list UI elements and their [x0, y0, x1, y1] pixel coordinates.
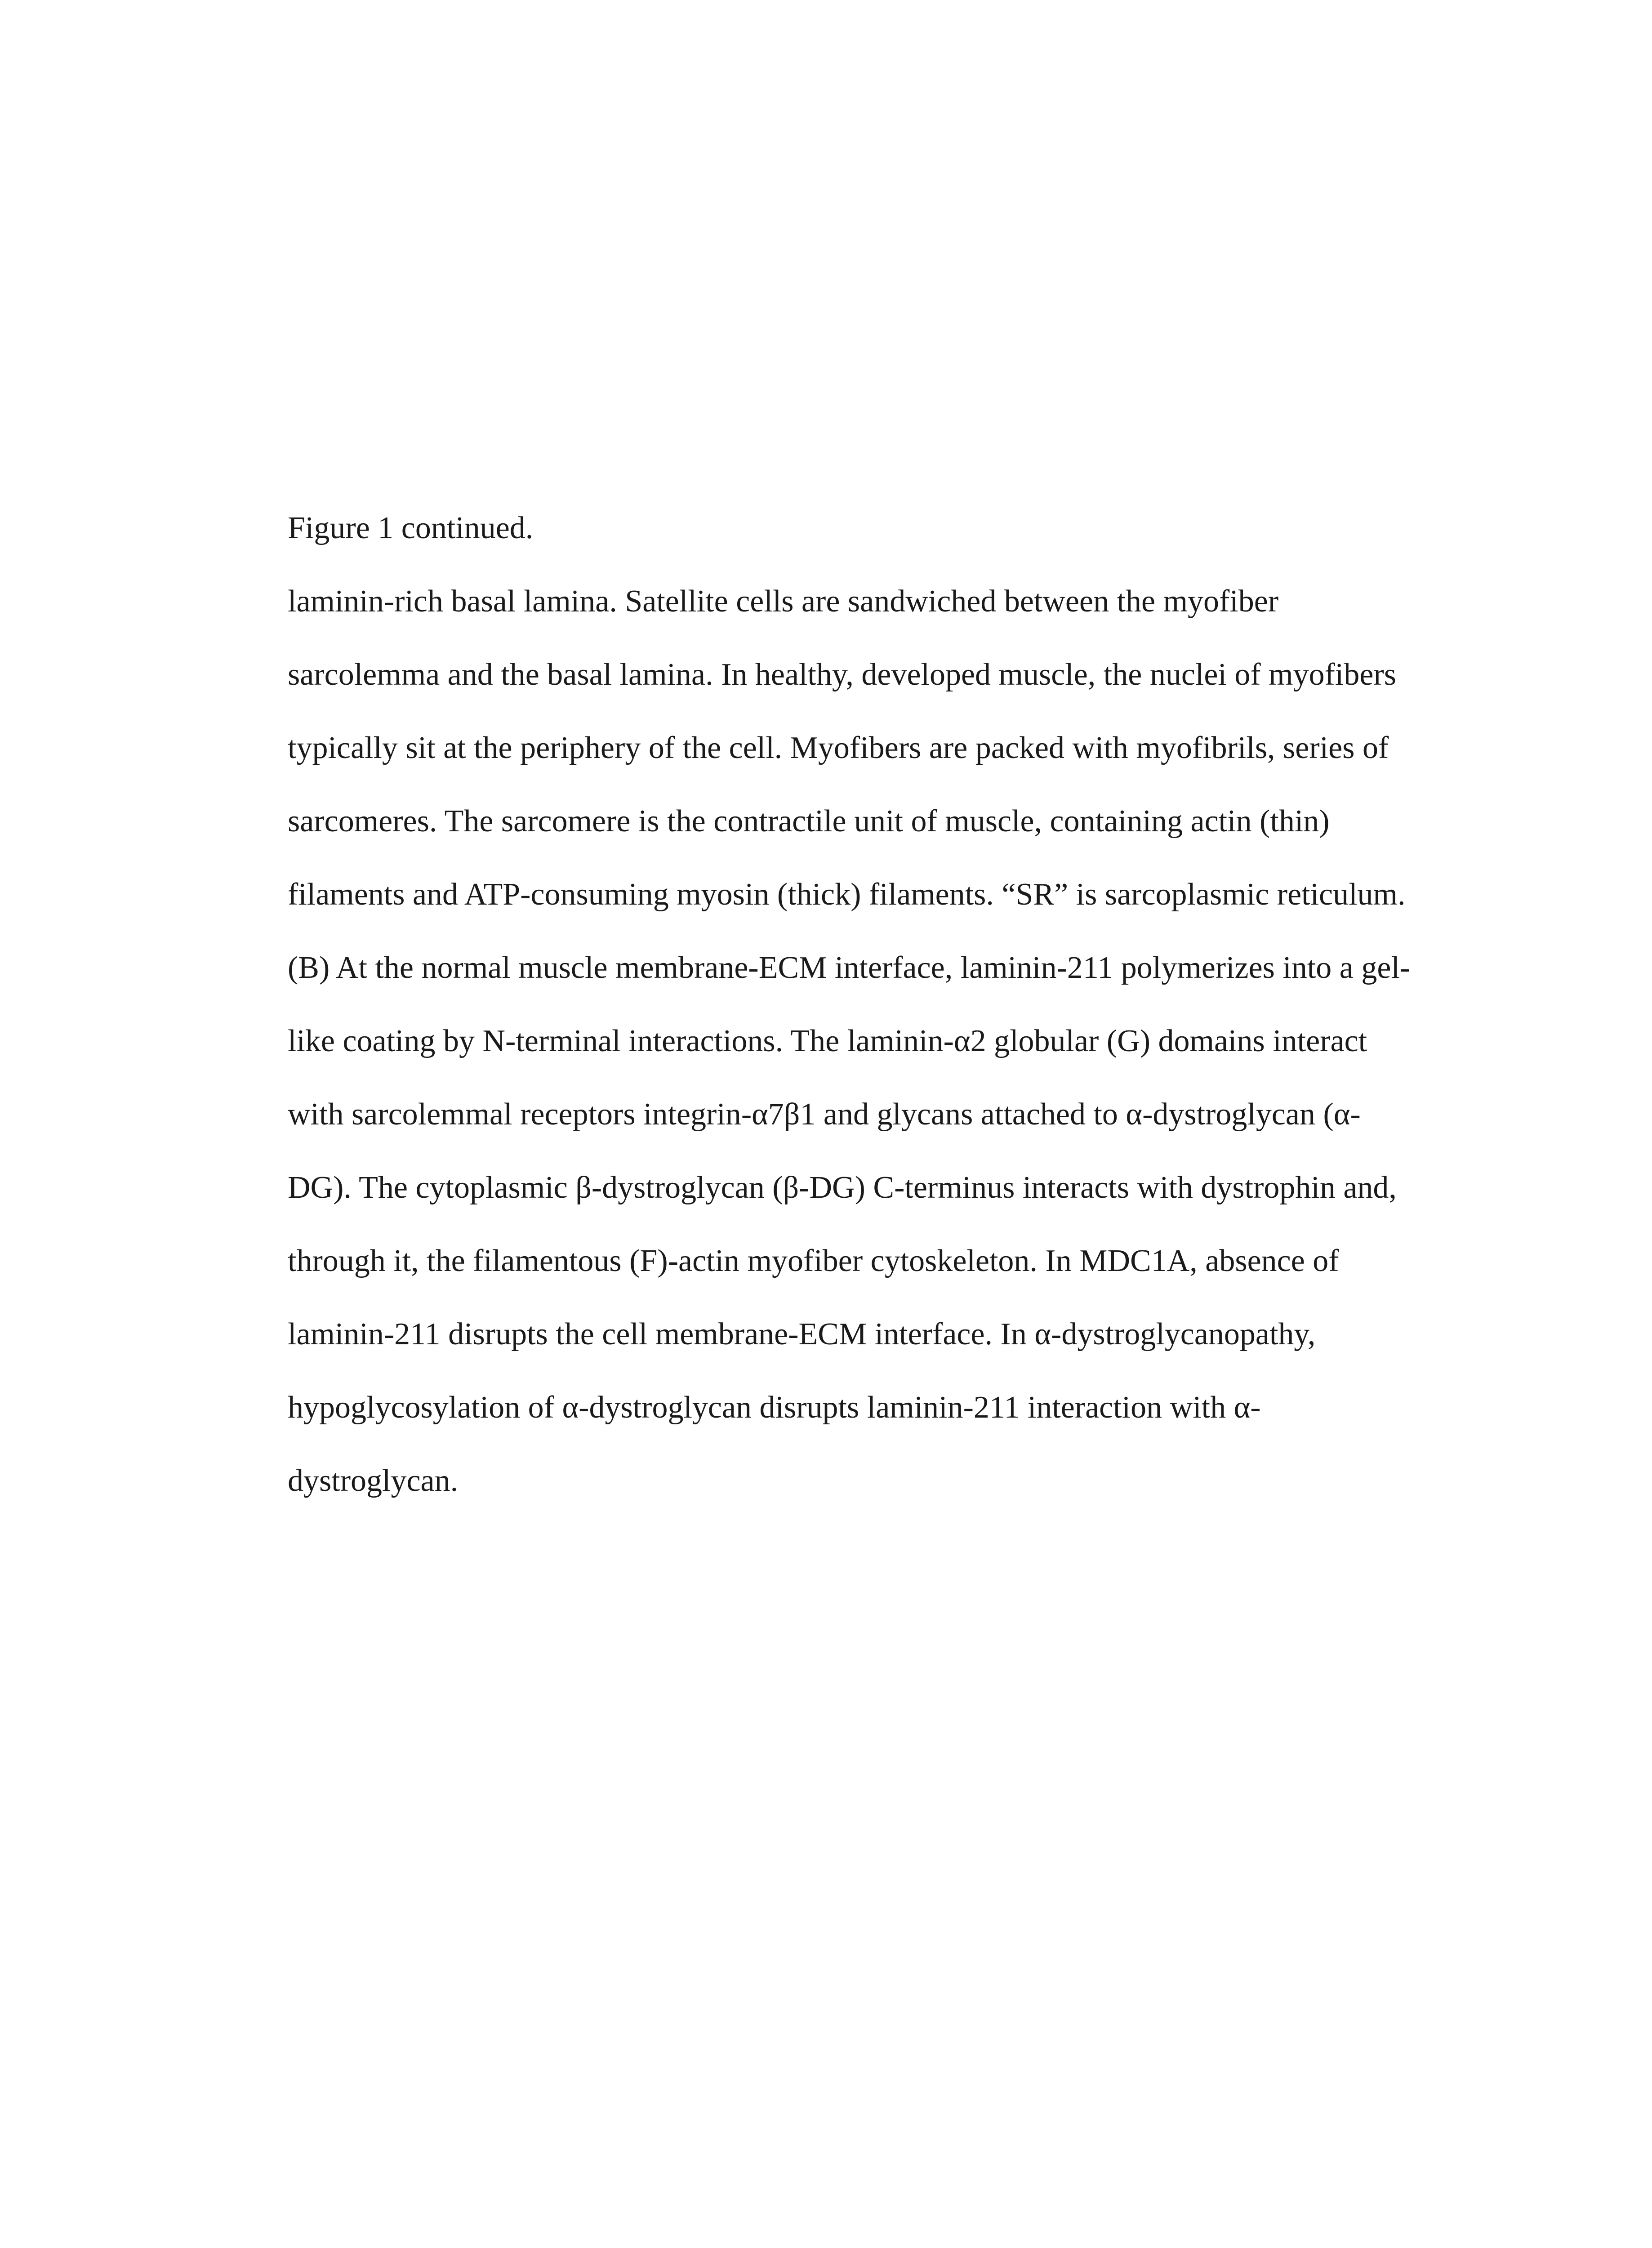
caption-line: laminin-rich basal lamina. Satellite cells are sandwiched between the myofiber: [288, 584, 1279, 619]
caption-line: dystroglycan.: [288, 1463, 459, 1498]
caption-line: filaments and ATP-consuming myosin (thick) filaments. “SR” is sarcoplasmic reticulum.: [288, 877, 1406, 912]
caption-line: sarcolemma and the basal lamina. In healthy, developed muscle, the nuclei of myofibers: [288, 657, 1396, 692]
caption-line: hypoglycosylation of α-dystroglycan disrupts laminin-211 interaction with α-: [288, 1390, 1261, 1425]
caption-line: sarcomeres. The sarcomere is the contractile unit of muscle, containing actin (thin): [288, 804, 1330, 839]
caption-line: typically sit at the periphery of the cell. Myofibers are packed with myofibrils, series of: [288, 731, 1389, 765]
caption-line: DG). The cytoplasmic β-dystroglycan (β-DG) C-terminus interacts with dystrophin and,: [288, 1170, 1397, 1205]
caption-line: laminin-211 disrupts the cell membrane-ECM interface. In α-dystroglycanopathy,: [288, 1317, 1316, 1351]
figure-heading: Figure 1 continued.: [288, 511, 534, 545]
caption-line: like coating by N-terminal interactions. The laminin-α2 globular (G) domains interact: [288, 1024, 1367, 1058]
caption-line: with sarcolemmal receptors integrin-α7β1 and glycans attached to α-dystroglycan (α-: [288, 1097, 1361, 1132]
caption-line: (B) At the normal muscle membrane-ECM interface, laminin-211 polymerizes into a gel-: [288, 950, 1411, 985]
caption-line: through it, the filamentous (F)-actin myofiber cytoskeleton. In MDC1A, absence of: [288, 1244, 1339, 1278]
